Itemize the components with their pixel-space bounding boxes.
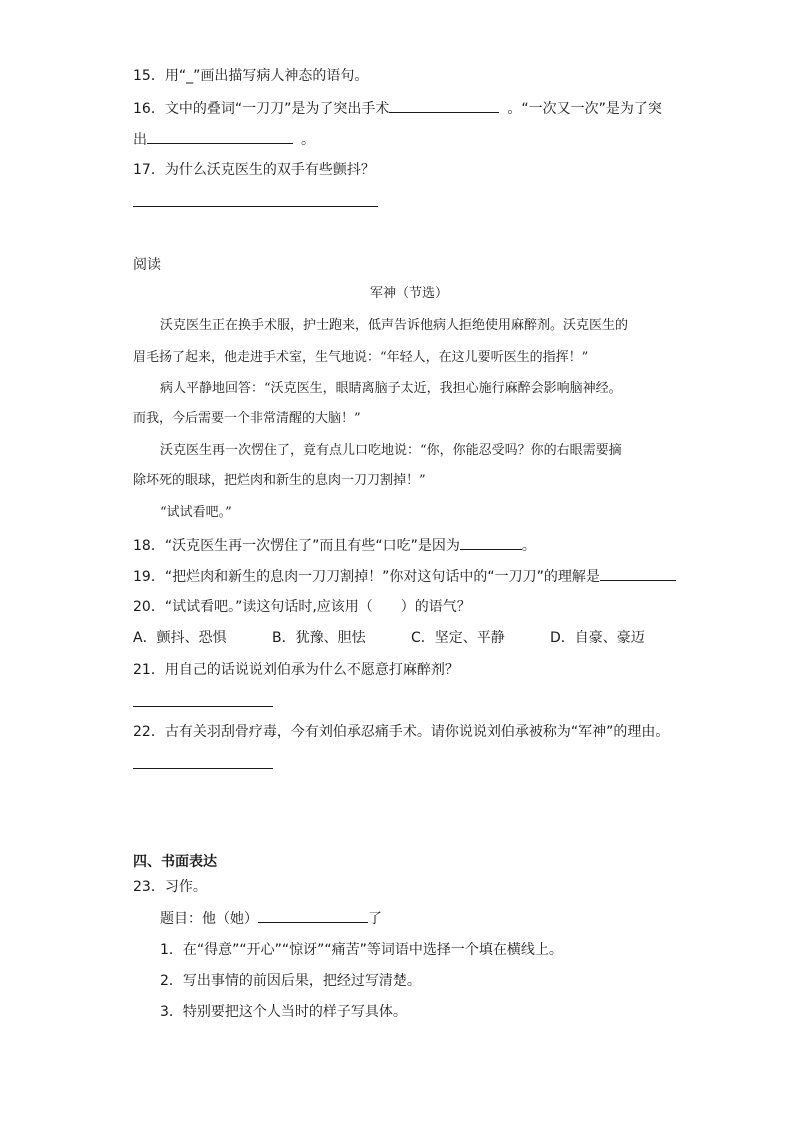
essay-topic-end: 了 <box>368 911 382 927</box>
reading-label: 阅读 <box>133 257 161 273</box>
essay-requirement: 2．写出事情的前因后果，把经过写清楚。 <box>160 973 421 989</box>
question-22: 22．古有关羽刮骨疗毒，今有刘伯承忍痛手术。请你说说刘伯承被称为“军神”的理由。 <box>133 724 670 740</box>
essay-topic-text: 题目：他（她） <box>160 911 258 927</box>
question-16-text-c: 出 <box>133 132 147 148</box>
answer-line[interactable] <box>133 706 273 707</box>
question-16-line1 <box>133 98 662 119</box>
question-17: 17．为什么沃克医生的双手有些颤抖？ <box>133 162 375 178</box>
answer-blank[interactable] <box>147 129 293 144</box>
passage-line: 病人平静地回答：“沃克医生，眼睛离脑子太近，我担心施行麻醉会影响脑神经。 <box>160 381 622 396</box>
section-heading: 四、书面表达 <box>133 854 217 870</box>
answer-blank[interactable] <box>600 566 676 581</box>
answer-blank[interactable] <box>258 908 368 923</box>
answer-blank[interactable] <box>460 535 522 550</box>
option-a[interactable]: A．颤抖、恐惧 <box>133 630 227 646</box>
question-19-text: 19．“把烂肉和新生的息肉一刀刀割掉！”你对这句话中的“一刀刀”的理解是 <box>133 569 600 585</box>
question-16-text-d: 。 <box>301 132 315 148</box>
option-c[interactable]: C．坚定、平静 <box>411 630 505 646</box>
question-21: 21．用自己的话说说刘伯承为什么不愿意打麻醉剂？ <box>133 662 459 678</box>
question-16-line2 <box>133 129 315 150</box>
question-18-end: 。 <box>521 538 536 554</box>
option-d[interactable]: D．自豪、豪迈 <box>550 630 645 646</box>
passage-line: “试试看吧。” <box>160 505 232 520</box>
question-18-text: 18．“沃克医生再一次愣住了”而且有些“口吃”是因为 <box>133 538 460 554</box>
passage-title: 军神（节选） <box>370 286 449 301</box>
passage-line: 眉毛扬了起来，他走进手术室，生气地说：“年轻人，在这儿要听医生的指挥！” <box>133 350 589 365</box>
question-20: 20．“试试看吧。”读这句话时,应该用（ ）的语气？ <box>133 599 471 615</box>
question-18 <box>133 535 536 556</box>
passage-line: 沃克医生正在换手术服，护士跑来，低声告诉他病人拒绝使用麻醉剂。沃克医生的 <box>160 318 629 333</box>
essay-requirement: 1．在“得意”“开心”“惊讶”“痛苦”等词语中选择一个填在横线上。 <box>160 942 563 958</box>
question-16-text-a: 16．文中的叠词“一刀刀”是为了突出手术 <box>133 101 390 117</box>
question-19 <box>133 566 676 587</box>
question-15: 15．用“_”画出描写病人神态的语句。 <box>133 68 369 84</box>
passage-line: 沃克医生再一次愣住了，竟有点儿口吃地说：“你，你能忍受吗？你的右眼需要摘 <box>160 443 622 458</box>
passage-line: 除坏死的眼球，把烂肉和新生的息肉一刀刀割掉！” <box>133 473 426 488</box>
essay-topic <box>160 908 382 929</box>
question-16-text-b: 。“一次又一次”是为了突 <box>507 101 662 117</box>
answer-line[interactable] <box>133 206 378 207</box>
essay-requirement: 3．特别要把这个人当时的样子写具体。 <box>160 1004 407 1020</box>
answer-blank[interactable] <box>389 98 499 113</box>
passage-line: 而我，今后需要一个非常清醒的大脑！” <box>133 411 361 426</box>
option-b[interactable]: B．犹豫、胆怯 <box>272 630 366 646</box>
answer-line[interactable] <box>133 768 273 769</box>
question-23: 23．习作。 <box>133 879 207 895</box>
